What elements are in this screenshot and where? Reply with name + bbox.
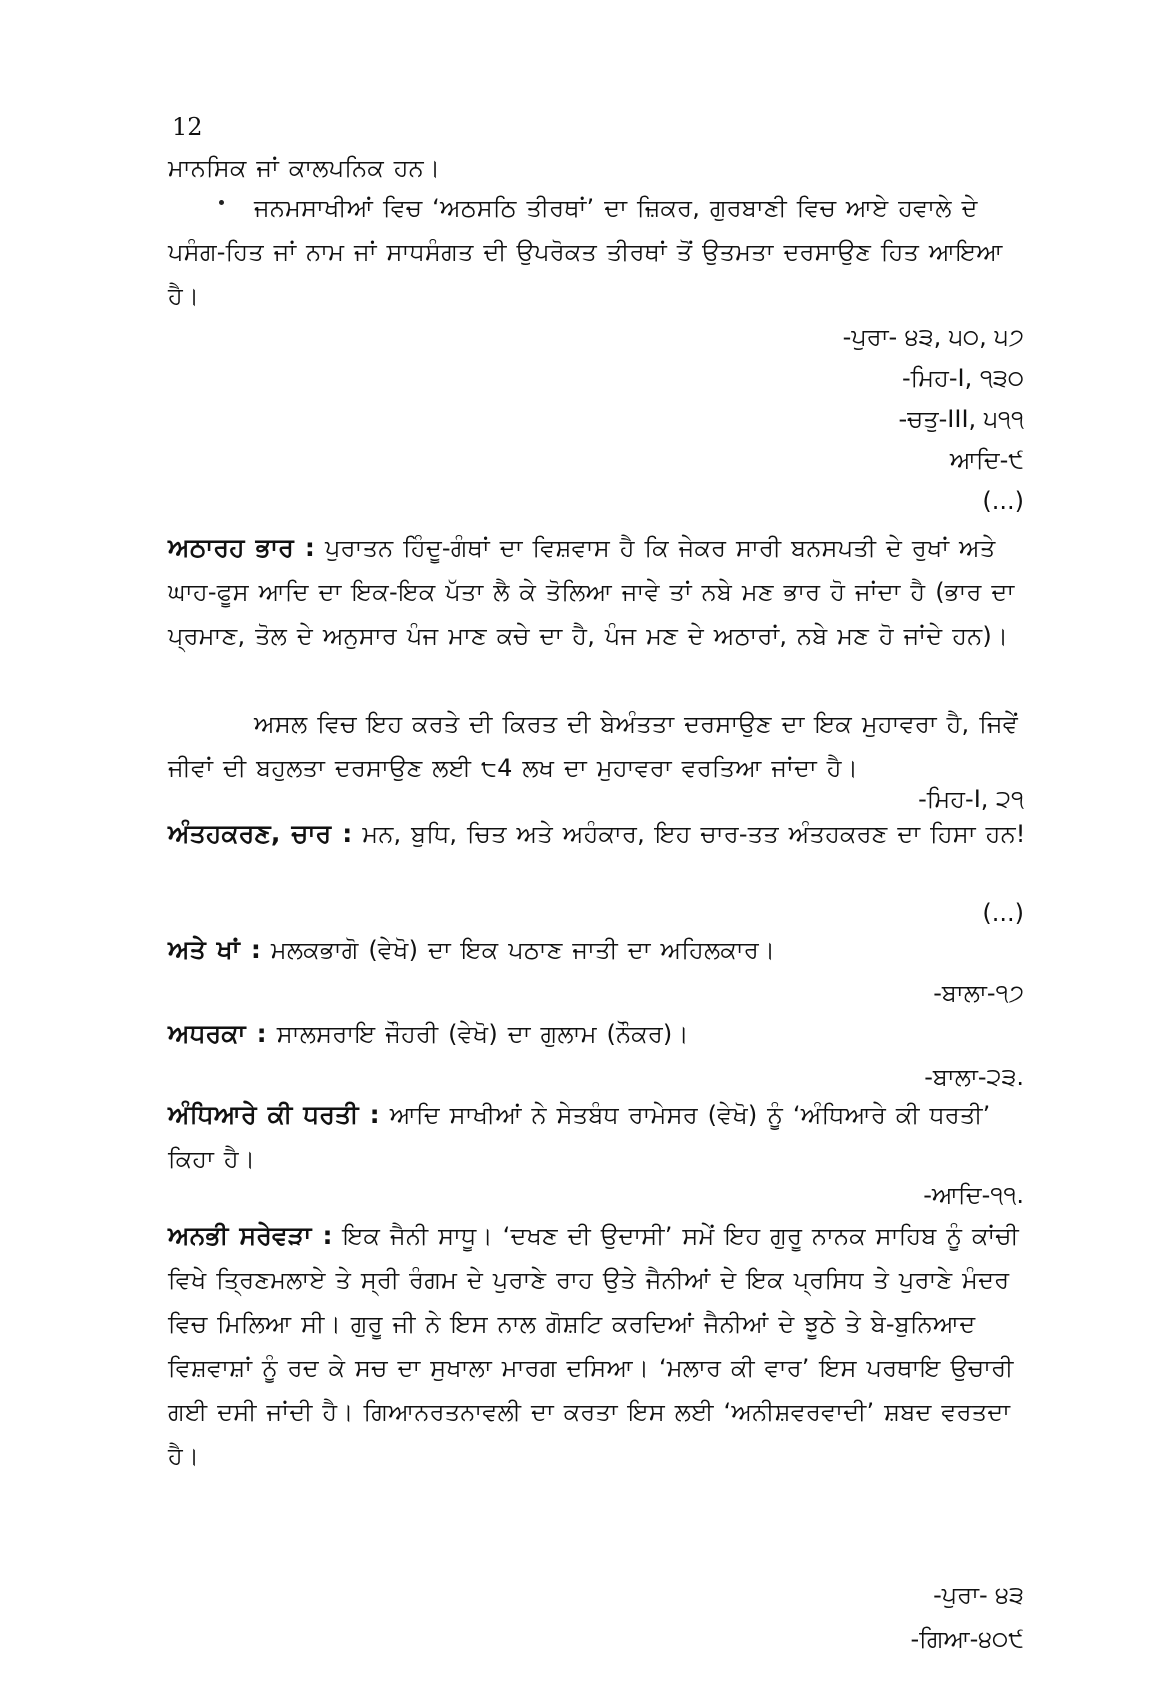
reference-ellipsis: (...) [982,487,1024,515]
paragraph-tirath: ਜਨਮਸਾਖੀਆਂ ਵਿਚ ‘ਅਠਸਠਿ ਤੀਰਥਾਂ’ ਦਾ ਜ਼ਿਕਰ, ਗੁਰਬਾਣੀ ਵਿਚ ਆਏ ਹਵਾਲੇ ਦੇ ਪਸੰਗ-ਹਿਤ ਜਾਂ ਨਾਮ ਜਾਂ ਸਾਧਸੰਗਤ ਦੀ ਉਪਰੋਕਤ ਤੀਰਥਾਂ ਤੋਂ ਉਤਮਤਾ ਦਰਸਾਉਣ ਹਿਤ ਆਇਆ ਹੈ। [168,194,1003,310]
entry-heading: ਅਧਰਕਾ : [168,1019,267,1048]
entry-adharka [168,1012,1028,1056]
reference-pura: -ਪੁਰਾ- ੪੩, ੫੦, ੫੭ [842,323,1024,351]
entry-ate-khan [168,928,1028,972]
entry-heading: ਅਠਾਰਹ ਭਾਰ : [168,533,316,562]
reference-pura-43: -ਪੁਰਾ- ੪੩ [933,1581,1024,1609]
entry-andhiare-ki-dharti [168,1093,1028,1181]
entry-heading: ਅੰਧਿਆਰੇ ਕੀ ਧਰਤੀ : [168,1100,380,1129]
entry-heading: ਅਤੇ ਖਾਂ : [168,935,262,964]
reference-mih: -ਮਿਹ-I, ੧੩੦ [901,364,1024,392]
entry-body: ਪੁਰਾਤਨ ਹਿੰਦੂ-ਗੰਥਾਂ ਦਾ ਵਿਸ਼ਵਾਸ ਹੈ ਕਿ ਜੇਕਰ ਸਾਰੀ ਬਨਸਪਤੀ ਦੇ ਰੁਖਾਂ ਅਤੇ ਘਾਹ-ਫੂਸ ਆਦਿ ਦਾ ਇਕ-ਇਕ ਪੱਤਾ ਲੈ ਕੇ ਤੋਲਿਆ ਜਾਵੇ ਤਾਂ ਨਬੇ ਮਣ ਭਾਰ ਹੋ ਜਾਂਦਾ ਹੈ (ਭਾਰ ਦਾ ਪ੍ਰਮਾਣ, ਤੋਲ ਦੇ ਅਨੁਸਾਰ ਪੰਜ ਮਾਣ ਕਚੇ ਦਾ ਹੈ, ਪੰਜ ਮਣ ਦੇ ਅਠਾਰਾਂ, ਨਬੇ ਮਣ ਹੋ ਜਾਂਦੇ ਹਨ)। [168,534,1015,650]
entry-atharah-bhar [168,526,1028,658]
page-number: 12 [172,113,203,141]
entry-heading: ਅਨਭੀ ਸਰੇਵੜਾ : [168,1221,333,1250]
reference-ellipsis-2: (...) [982,899,1024,927]
entry-body: ਮਲਕਭਾਗੋ (ਵੇਖੋ) ਦਾ ਇਕ ਪਠਾਣ ਜਾਤੀ ਦਾ ਅਹਿਲਕਾਰ। [270,936,776,964]
entry-atharah-bhar-continued: ਅਸਲ ਵਿਚ ਇਹ ਕਰਤੇ ਦੀ ਕਿਰਤ ਦੀ ਬੇਅੰਤਤਾ ਦਰਸਾਉਣ ਦਾ ਇਕ ਮੁਹਾਵਰਾ ਹੈ, ਜਿਵੇਂ ਜੀਵਾਂ ਦੀ ਬਹੁਲਤਾ ਦਰਸਾਉਣ ਲਈ ੮4 ਲਖ ਦਾ ਮੁਹਾਵਰਾ ਵਰਤਿਆ ਜਾਂਦਾ ਹੈ। [168,710,1019,782]
reference-adi: ਆਦਿ-੯ [949,446,1024,474]
reference-mih-21: -ਮਿਹ-I, ੨੧ [918,785,1024,813]
entry-body: ਆਦਿ ਸਾਖੀਆਂ ਨੇ ਸੇਤਬੰਧ ਰਾਮੇਸਰ (ਵੇਖੋ) ਨੂੰ ‘ਅੰਧਿਆਰੇ ਕੀ ਧਰਤੀ’ ਕਿਹਾ ਹੈ। [168,1101,991,1173]
entry-antahkaran [168,812,1028,856]
reference-bala-23: -ਬਾਲਾ-੨੩. [924,1063,1024,1091]
entry-anbhi-srevra [168,1214,1028,1478]
reference-gia-409: -ਗਿਆ-੪੦੯ [910,1625,1024,1653]
paragraph-intro: ਮਾਨਸਿਕ ਜਾਂ ਕਾਲਪਨਿਕ ਹਨ। [168,154,441,182]
reference-bala-17: -ਬਾਲਾ-੧੭ [933,979,1024,1007]
reference-chatu: -ਚਤੁ-III, ੫੧੧ [898,405,1024,433]
entry-body: ਸਾਲਸਰਾਇ ਜੌਹਰੀ (ਵੇਖੋ) ਦਾ ਗੁਲਾਮ (ਨੌਕਰ)। [276,1020,689,1048]
reference-adi-11: -ਆਦਿ-੧੧. [923,1181,1024,1209]
entry-body: ਇਕ ਜੈਨੀ ਸਾਧੂ। ‘ਦਖਣ ਦੀ ਉਦਾਸੀ’ ਸਮੇਂ ਇਹ ਗੁਰੂ ਨਾਨਕ ਸਾਹਿਬ ਨੂੰ ਕਾਂਚੀ ਵਿਖੇ ਤ੍ਰਿਣਮਲਾਏ ਤੇ ਸ੍ਰੀ ਰੰਗਮ ਦੇ ਪੁਰਾਣੇ ਰਾਹ ਉਤੇ ਜੈਨੀਆਂ ਦੇ ਇਕ ਪ੍ਰਸਿਧ ਤੇ ਪੁਰਾਣੇ ਮੰਦਰ ਵਿਚ ਮਿਲਿਆ ਸੀ। ਗੁਰੂ ਜੀ ਨੇ ਇਸ ਨਾਲ ਗੋਸ਼ਟਿ ਕਰਦਿਆਂ ਜੈਨੀਆਂ ਦੇ ਝੂਠੇ ਤੇ ਬੇ-ਬੁਨਿਆਦ ਵਿਸ਼ਵਾਸ਼ਾਂ ਨੂੰ ਰਦ ਕੇ ਸਚ ਦਾ ਸੁਖਾਲਾ ਮਾਰਗ ਦਸਿਆ। ‘ਮਲਾਰ ਕੀ ਵਾਰ’ ਇਸ ਪਰਥਾਇ ਉਚਾਰੀ ਗਈ ਦਸੀ ਜਾਂਦੀ ਹੈ। ਗਿਆਨਰਤਨਾਵਲੀ ਦਾ ਕਰਤਾ ਇਸ ਲਈ ‘ਅਨੀਸ਼ਵਰਵਾਦੀ’ ਸ਼ਬਦ ਵਰਤਦਾ ਹੈ। [168,1222,1019,1470]
entry-body: ਮਨ, ਬੁਧਿ, ਚਿਤ ਅਤੇ ਅਹੰਕਾਰ, ਇਹ ਚਾਰ-ਤਤ ਅੰਤਹਕਰਣ ਦਾ ਹਿਸਾ ਹਨ! [362,820,1026,848]
entry-heading: ਅੰਤਹਕਰਣ, ਚਾਰ : [168,819,353,848]
